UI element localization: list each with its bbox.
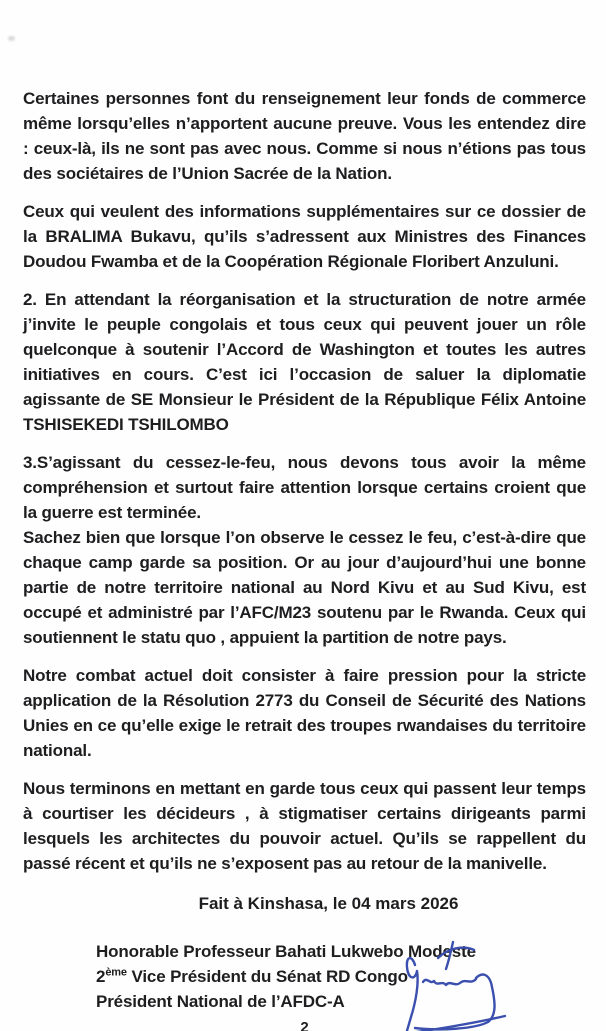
paragraph-statu-quo: Sachez bien que lorsque l’on observe le cessez le feu, c’est-à-dire que chaque camp garde sa position. Or au jour d’aujourd’hui une bonne partie de notre territoire national au Nord Kivu et au Sud Kivu, est occupé et administré par l’AFC/M23 soutenu par le Rwanda. Ceux qui soutiennent le statu quo , appuient la partition de notre pays. [23,528,586,647]
signatory-title-rest: Vice Président du Sénat RD Congo [126,967,408,986]
signatory-title-number: 2 [96,967,106,986]
page-number: 2 [300,1019,309,1031]
paragraph-mise-en-garde: Nous terminons en mettant en garde tous ceux qui passent leur temps à courtiser les décideurs , à stigmatiser certains dirigeants parmi lesquels les architectes du pouvoir actuel. Qu’ils se rappellent du passé récent et qu’ils ne s’exposent pas au retour de la manivelle. [23,779,586,873]
paragraph-resolution-2773: Notre combat actuel doit consister à faire pression pour la stricte application de la Résolution 2773 du Conseil de Sécurité des Nations Unies en ce qu’elle exige le retrait des troupes rwandaises du territoire national. [23,666,586,760]
signatory-name: Honorable Professeur Bahati Lukwebo Modeste [96,942,476,961]
signatory-role: Président National de l’AFDC-A [96,992,345,1011]
signature-block [96,939,586,1014]
paragraph-intro-renseignement: Certaines personnes font du renseignement leur fonds de commerce même lorsqu’elles n’apportent aucune preuve. Vous les entendez dire : ceux-là, ils ne sont pas avec nous. Comme si nous n’étions pas tous des sociétaires de l’Union Sacrée de la Nation. [23,89,586,183]
document-body [23,86,586,876]
signatory-title [96,964,586,989]
paragraph-point-3-cessez-le-feu: 3.S’agissant du cessez-le-feu, nous devons tous avoir la même compréhension et surtout faire attention lorsque certains croient que la guerre est terminée. [23,453,586,522]
scan-artifact [8,36,15,41]
paragraph-bralima-dossier: Ceux qui veulent des informations supplémentaires sur ce dossier de la BRALIMA Bukavu, qu’ils s’adressent aux Ministres des Finances Doudou Fwamba et de la Coopération Régionale Floribert Anzuluni. [23,202,586,271]
paragraph-point-2-armee: 2. En attendant la réorganisation et la structuration de notre armée j’invite le peuple congolais et tous ceux qui peuvent jouer un rôle quelconque à soutenir l’Accord de Washington et toutes les autres initiatives en cours. C’est ici l’occasion de saluer la diplomatie agissante de SE Monsieur le Président de la République Félix Antoine TSHISEKEDI TSHILOMBO [23,290,586,434]
signatory-title-ordinal-suffix: ème [105,966,127,979]
dateline: Fait à Kinshasa, le 04 mars 2026 [198,894,459,913]
